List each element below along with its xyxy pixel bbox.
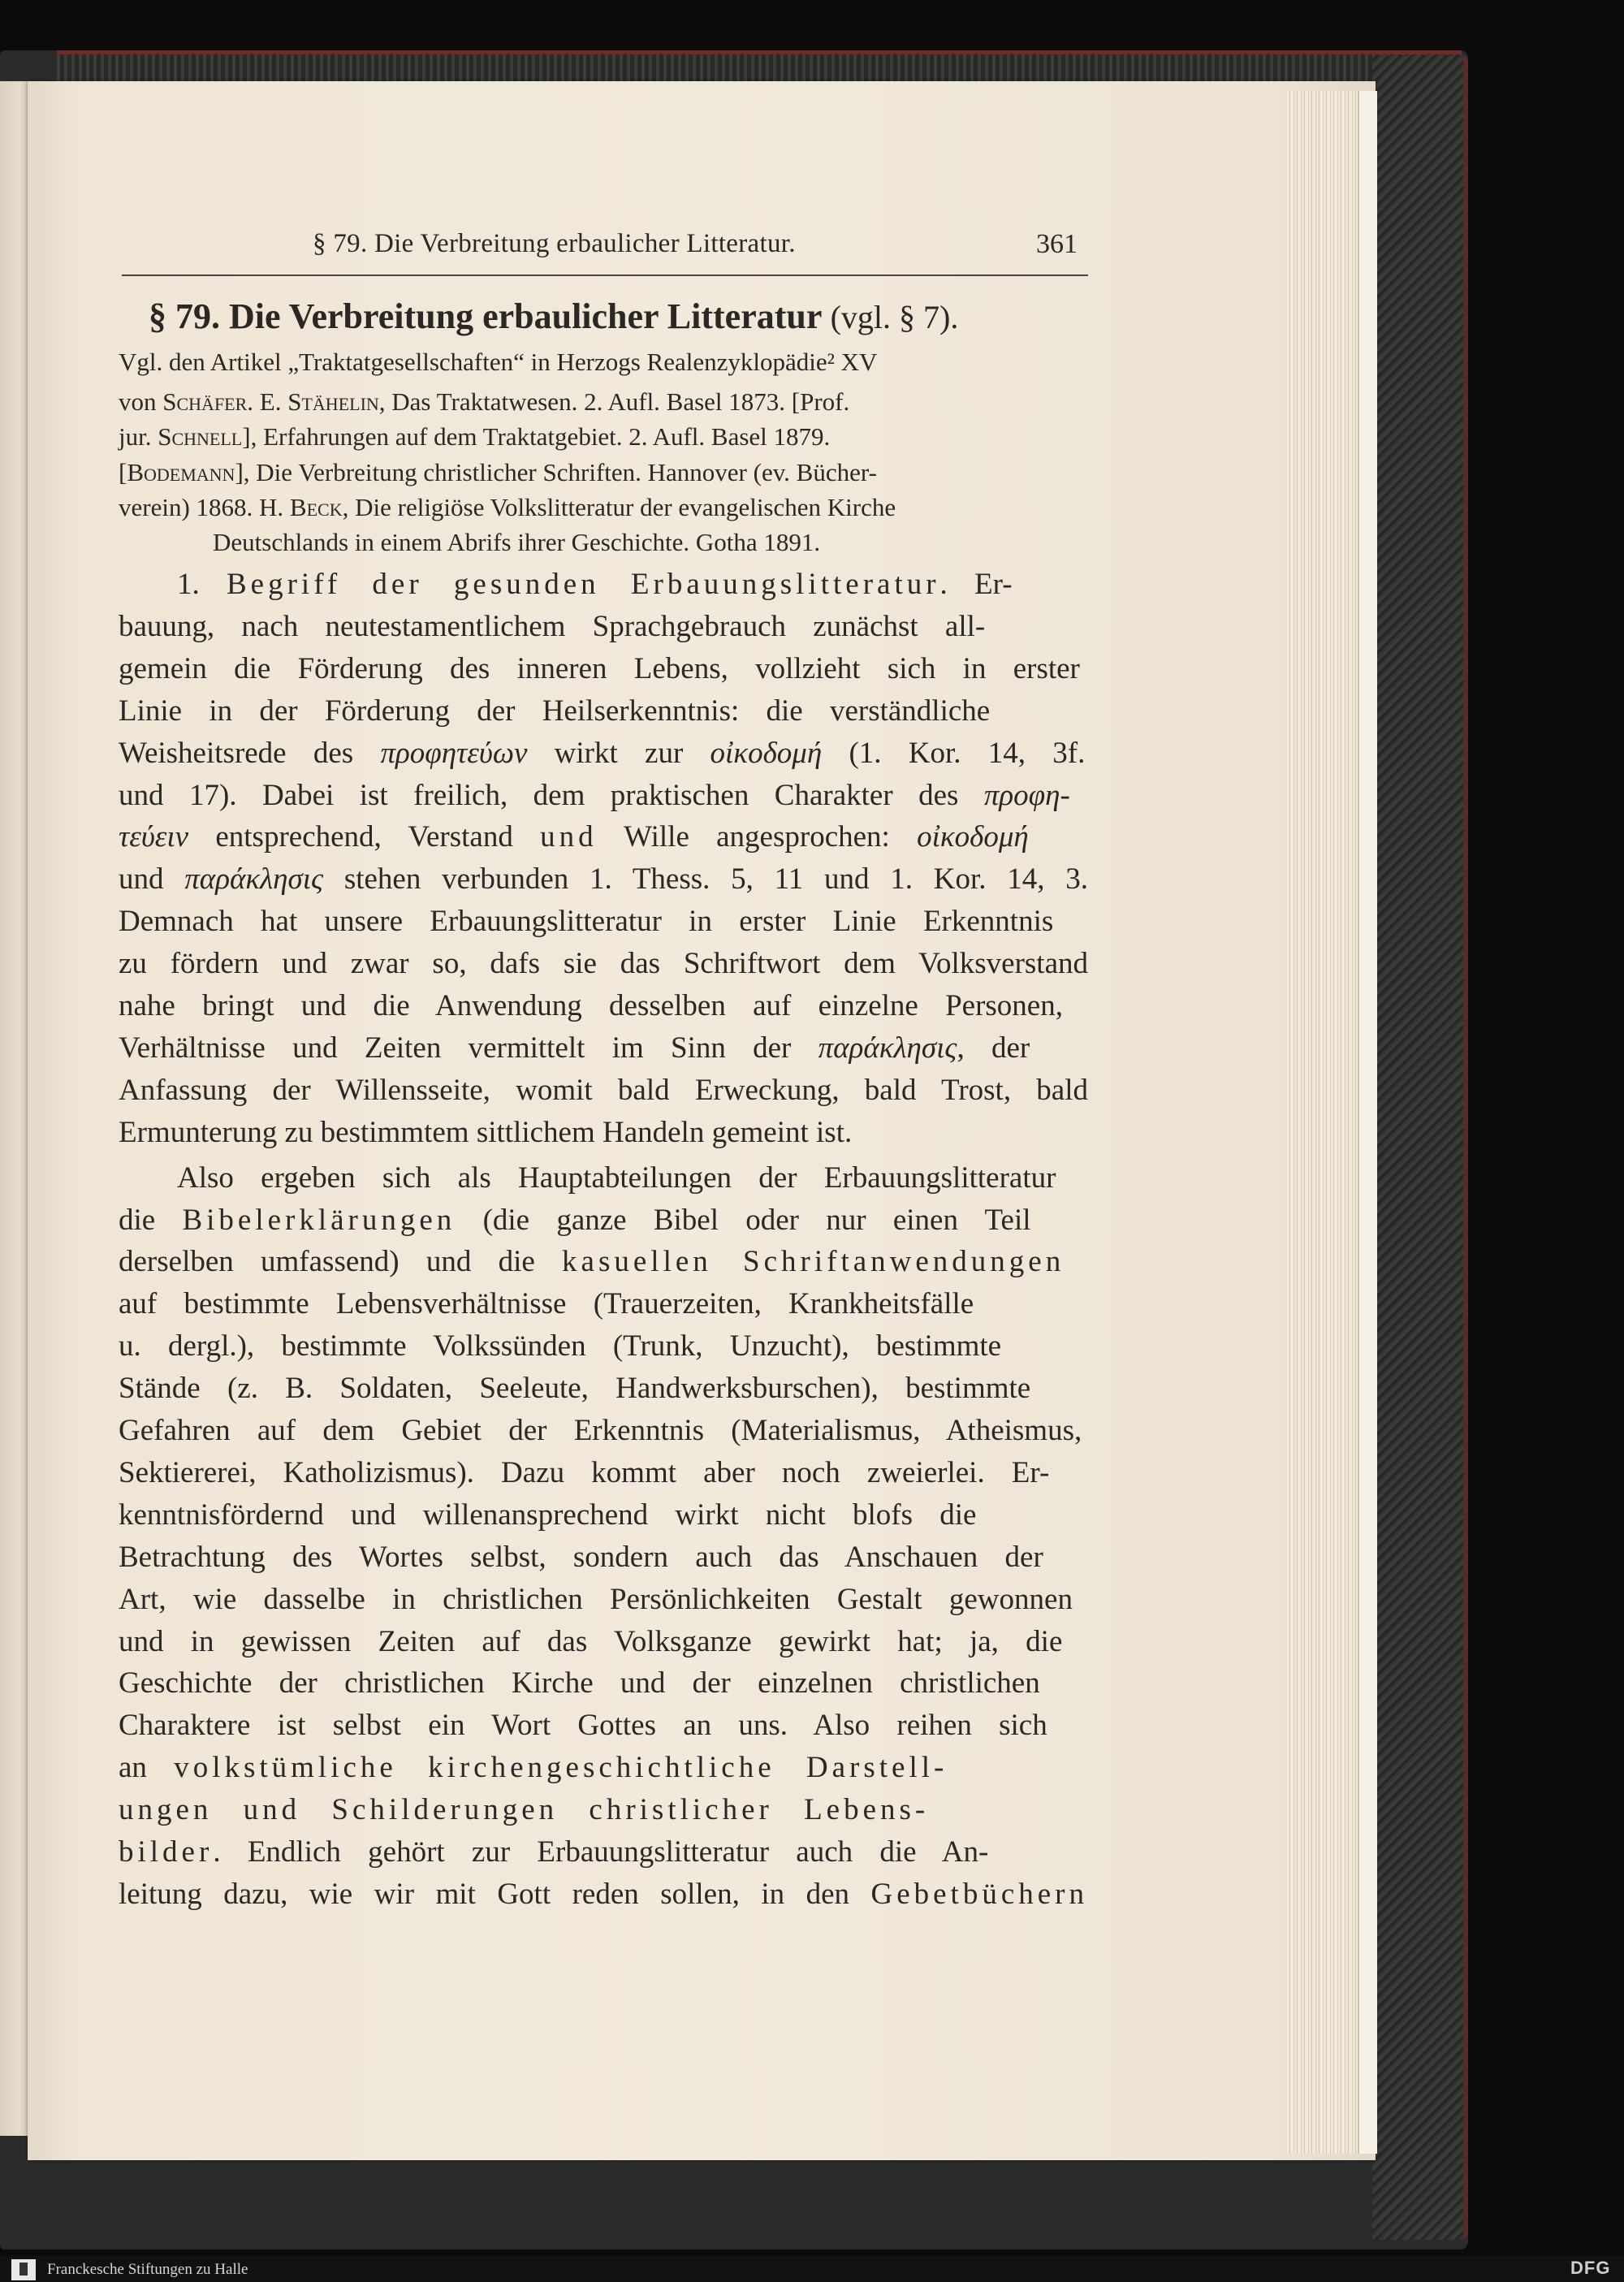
- body-text: zu fördern und zwar so, dafs sie das Schriftwort dem Volksverstand: [119, 947, 1088, 980]
- greek-term: παράκλησις: [818, 1031, 957, 1065]
- institution-name: Franckesche Stiftungen zu Halle: [47, 2261, 248, 2278]
- header-rule: [122, 274, 1088, 276]
- spaced-emphasis: volkstümliche kirchengeschichtliche Darstell-: [174, 1751, 948, 1784]
- body-line: [119, 1540, 1043, 1575]
- author-name: Schnell: [158, 422, 243, 451]
- page-number: 361: [1036, 229, 1078, 259]
- author-name: Beck: [289, 493, 343, 521]
- body-text: 1.: [177, 568, 227, 601]
- section-title-reference: (vgl. § 7).: [830, 299, 959, 335]
- spaced-emphasis: und: [540, 820, 598, 854]
- body-line: [119, 609, 985, 644]
- bibliography-line: [119, 348, 877, 377]
- body-line: [177, 1160, 1056, 1195]
- bibliography-line: [119, 458, 877, 487]
- body-text: nahe bringt und die Anwendung desselben auf einzelne Personen,: [119, 989, 1063, 1022]
- body-text: die: [119, 1204, 183, 1237]
- body-text: wirkt zur: [527, 737, 710, 770]
- bibliography-text: . E.: [247, 387, 288, 416]
- body-line: [119, 1115, 852, 1150]
- body-text: entsprechend, Verstand: [188, 820, 541, 854]
- body-line: [119, 1498, 976, 1532]
- bibliography-text: Vgl. den Artikel „Traktatgesellschaften“ in Herzogs Realenzyklopädie² XV: [119, 348, 878, 376]
- body-text: kenntnisfördernd und willenansprechend wirkt nicht blofs die: [119, 1498, 977, 1532]
- body-line: [119, 1371, 1030, 1406]
- body-line: [119, 778, 1070, 813]
- body-line: [119, 1455, 1049, 1490]
- bibliography-text: verein) 1868. H.: [119, 493, 290, 521]
- bibliography-text: ], Die Verbreitung christlicher Schriften. Hannover (ev. Bücher-: [235, 458, 877, 486]
- body-line: [119, 1792, 929, 1827]
- body-line: [119, 1624, 1062, 1659]
- body-text: Art, wie dasselbe in christlichen Persönlichkeiten Gestalt gewonnen: [119, 1583, 1073, 1616]
- bibliography-line: [213, 528, 820, 557]
- spaced-emphasis: Gebetbüchern: [870, 1878, 1088, 1911]
- author-name: Schäfer: [162, 387, 248, 416]
- body-line: [119, 1750, 948, 1785]
- body-text: an: [119, 1751, 175, 1784]
- body-line: [119, 1244, 1065, 1279]
- body-text: Gefahren auf dem Gebiet der Erkenntnis (Materialismus, Atheismus,: [119, 1414, 1082, 1447]
- body-text: gemein die Förderung des inneren Lebens, vollzieht sich in erster: [119, 652, 1080, 685]
- body-text: , der: [957, 1031, 1030, 1065]
- body-text: und: [119, 862, 185, 896]
- body-text: Also ergeben sich als Hauptabteilungen der Erbauungslitteratur: [177, 1161, 1056, 1195]
- spaced-emphasis: bilder: [119, 1835, 214, 1869]
- body-text: bauung, nach neutestamentlichem Sprachgebrauch zunächst all-: [119, 610, 986, 643]
- body-line: [177, 567, 1013, 602]
- author-name: Stähelin: [287, 387, 379, 416]
- body-line: [119, 862, 1088, 897]
- body-text: Sektiererei, Katholizismus). Dazu kommt aber noch zweierlei. Er-: [119, 1456, 1050, 1489]
- body-line: [119, 1835, 988, 1869]
- body-text: Anfassung der Willensseite, womit bald Erweckung, bald Trost, bald: [119, 1074, 1088, 1107]
- bibliography-text: , Die religiöse Volkslitteratur der evangelischen Kirche: [342, 493, 896, 521]
- bibliography-line: [119, 387, 849, 417]
- bibliography-text: , Das Traktatwesen. 2. Aufl. Basel 1873. [Prof.: [378, 387, 850, 416]
- body-line: [119, 736, 1085, 771]
- funder-logo: DFG: [1570, 2258, 1611, 2278]
- body-line: [119, 1708, 1047, 1743]
- body-text: Betrachtung des Wortes selbst, sondern auch das Anschauen der: [119, 1541, 1043, 1574]
- book-cover-right-edge: [1372, 55, 1468, 2240]
- body-text: . Er-: [939, 568, 1013, 601]
- body-text: (die ganze Bibel oder nur einen Teil: [456, 1204, 1031, 1237]
- spaced-emphasis: ungen und Schilderungen christlicher Lebens-: [119, 1793, 930, 1826]
- greek-term: προφητεύων: [380, 737, 528, 770]
- body-line: [119, 988, 1063, 1023]
- body-line: [119, 1877, 1088, 1912]
- section-title-text: § 79. Die Verbreitung erbaulicher Litteratur: [149, 296, 822, 336]
- body-text: Linie in der Förderung der Heilserkenntnis: die verständliche: [119, 694, 991, 728]
- greek-term: τεύειν: [119, 820, 189, 854]
- bibliography-text: von: [119, 387, 163, 416]
- greek-term: οἰκοδομή: [917, 820, 1029, 854]
- institution-logo-icon: [11, 2259, 36, 2280]
- running-header: § 79. Die Verbreitung erbaulicher Litteratur.: [313, 229, 796, 258]
- body-line: [119, 1329, 1001, 1364]
- body-text: Verhältnisse und Zeiten vermittelt im Sinn der: [119, 1031, 818, 1065]
- body-text: leitung dazu, wie wir mit Gott reden sollen, in den: [119, 1878, 871, 1911]
- body-text: Weisheitsrede des: [119, 737, 381, 770]
- body-text: auf bestimmte Lebensverhältnisse (Trauerzeiten, Krankheitsfälle: [119, 1287, 974, 1320]
- bibliography-text: jur.: [119, 422, 158, 451]
- spaced-emphasis: Begriff der gesunden Erbauungslitteratur: [227, 568, 940, 601]
- greek-term: προφη-: [983, 779, 1070, 812]
- body-text: Wille angesprochen:: [597, 820, 918, 854]
- body-text: Charaktere ist selbst ein Wort Gottes an uns. Also reihen sich: [119, 1709, 1047, 1742]
- greek-term: οἰκοδομή: [710, 737, 823, 770]
- body-text: Geschichte der christlichen Kirche und der einzelnen christlichen: [119, 1666, 1040, 1700]
- body-text: und 17). Dabei ist freilich, dem praktischen Charakter des: [119, 779, 984, 812]
- body-text: und in gewissen Zeiten auf das Volksganze gewirkt hat; ja, die: [119, 1625, 1063, 1658]
- author-name: Bodemann: [127, 458, 235, 486]
- body-line: [119, 1582, 1073, 1617]
- body-line: [119, 819, 1029, 854]
- greek-term: παράκλησις: [184, 862, 324, 896]
- body-line: [119, 1286, 974, 1321]
- bibliography-text: Deutschlands in einem Abrifs ihrer Geschichte. Gotha 1891.: [213, 528, 821, 556]
- body-line: [119, 1413, 1082, 1448]
- body-text: Stände (z. B. Soldaten, Seeleute, Handwerksburschen), bestimmte: [119, 1372, 1031, 1405]
- body-text: . Endlich gehört zur Erbauungslitteratur auch die An-: [213, 1835, 989, 1869]
- bibliography-line: [119, 422, 830, 452]
- section-title: [149, 296, 958, 337]
- body-text: (1. Kor. 14, 3f.: [822, 737, 1086, 770]
- body-line: [119, 1031, 1030, 1065]
- body-line: [119, 694, 990, 728]
- spaced-emphasis: Bibelerklärungen: [182, 1204, 456, 1237]
- body-text: Ermunterung zu bestimmtem sittlichem Handeln gemeint ist.: [119, 1116, 853, 1149]
- body-line: [119, 946, 1088, 981]
- body-text: stehen verbunden 1. Thess. 5, 11 und 1. Kor. 14, 3.: [323, 862, 1088, 896]
- body-line: [119, 1666, 1040, 1701]
- body-text: u. dergl.), bestimmte Volkssünden (Trunk, Unzucht), bestimmte: [119, 1329, 1002, 1363]
- spaced-emphasis: kasuellen Schriftanwendungen: [562, 1245, 1065, 1278]
- page-stack-edge-outer: [1358, 91, 1377, 2154]
- bibliography-text: ], Erfahrungen auf dem Traktatgebiet. 2. Aufl. Basel 1879.: [242, 422, 831, 451]
- body-line: [119, 1203, 1031, 1238]
- body-line: [119, 1073, 1088, 1108]
- body-line: [119, 651, 1080, 686]
- body-line: [119, 904, 1053, 939]
- bibliography-text: [: [119, 458, 127, 486]
- bibliography-line: [119, 493, 896, 522]
- body-text: derselben umfassend) und die: [119, 1245, 563, 1278]
- body-text: Demnach hat unsere Erbauungslitteratur in erster Linie Erkenntnis: [119, 905, 1054, 938]
